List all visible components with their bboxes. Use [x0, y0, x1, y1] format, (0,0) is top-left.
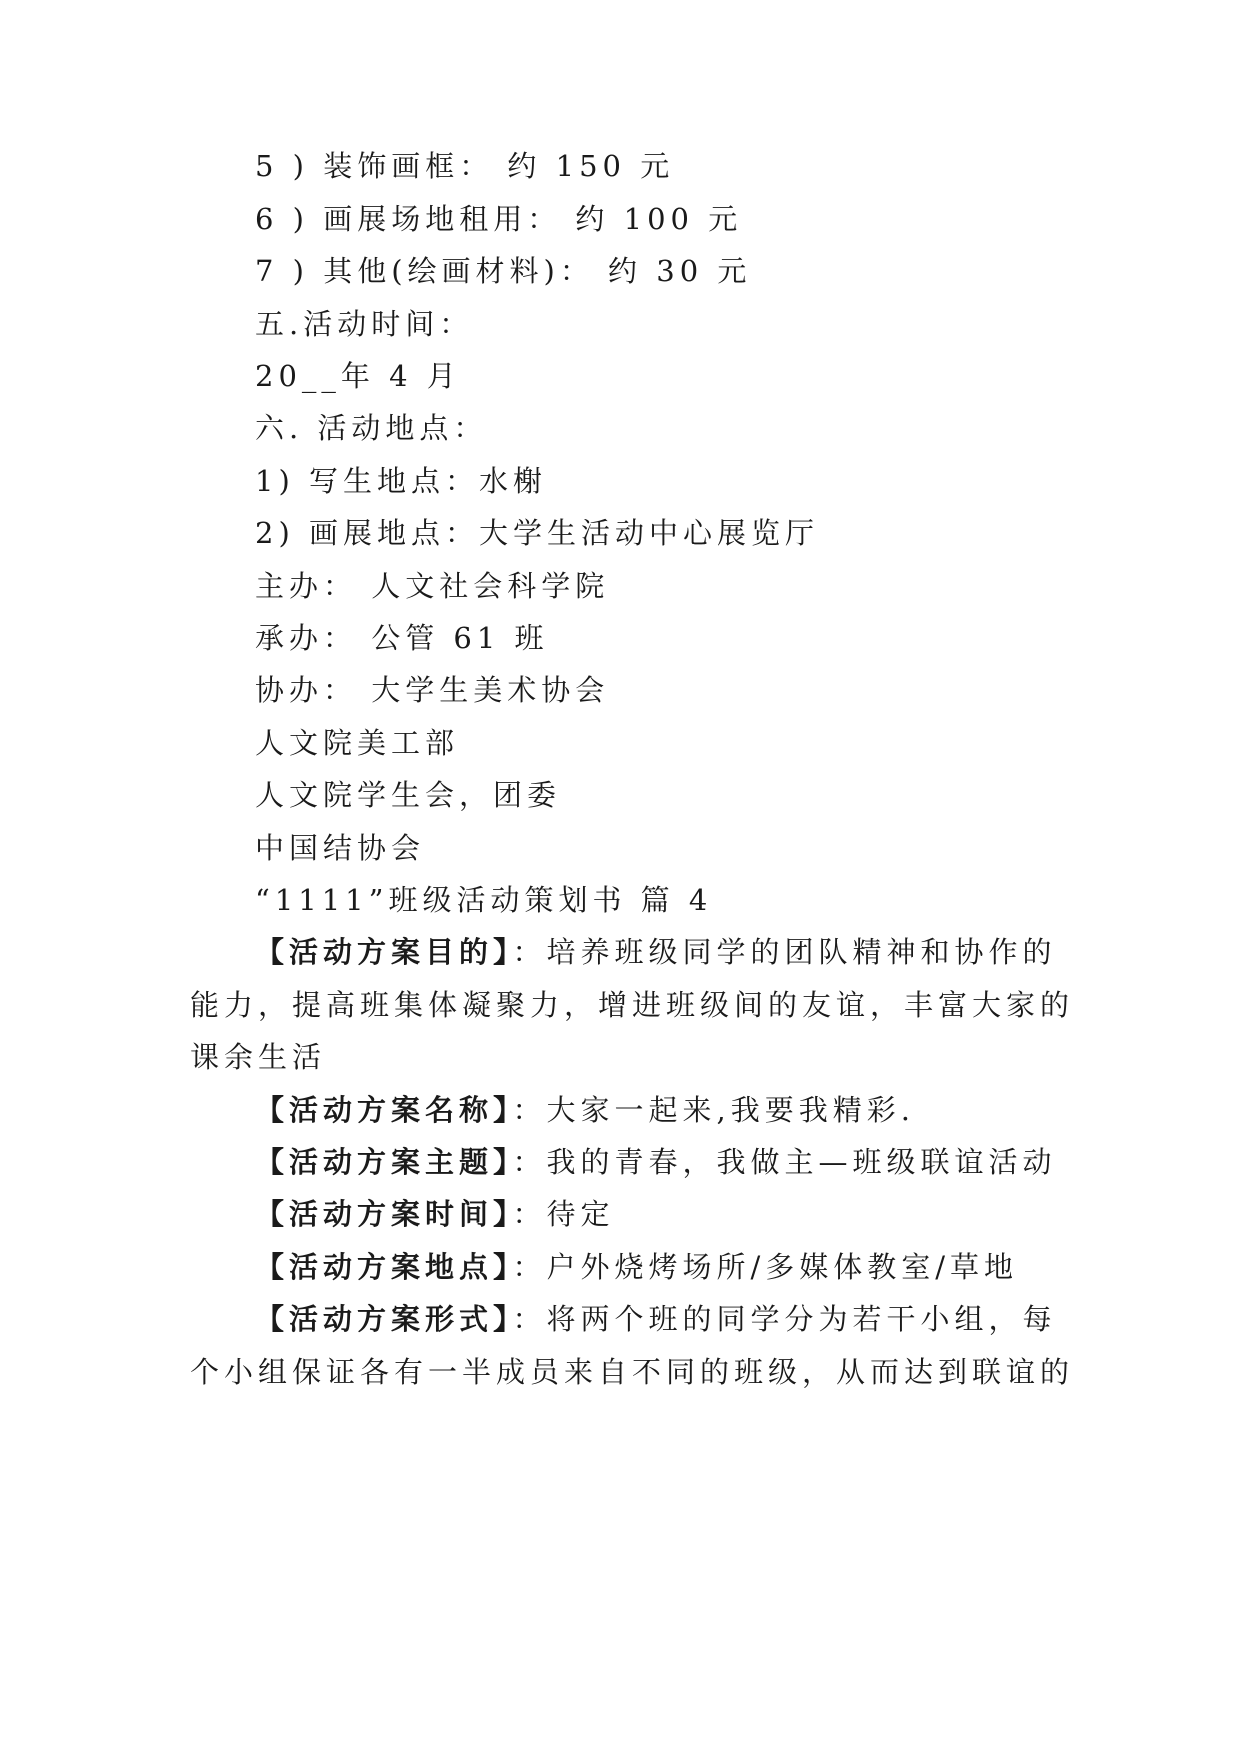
plan-time [255, 1194, 1241, 1234]
purpose-text-3: 课余生活 [190, 1040, 327, 1074]
plan-theme-label: 【活动方案主题】 [255, 1145, 513, 1179]
co-organizer-2: 人文院美工部 [255, 726, 460, 760]
co-organizer: 协办： 大学生美术协会 [255, 673, 610, 707]
purpose-text-2: 能力，提高班集体凝聚力，增进班级间的友谊，丰富大家的 [190, 988, 1075, 1022]
co-organizer-4: 中国结协会 [255, 831, 426, 865]
plan-name-text: ：大家一起来,我要我精彩. [512, 1093, 915, 1127]
budget-item-5: 5 ) 装饰画框： 约 150 元 [255, 149, 675, 183]
purpose-label: 【活动方案目的】 [255, 935, 513, 969]
purpose-paragraph-line-1 [255, 932, 1241, 972]
co-organizer-3: 人文院学生会，团委 [255, 778, 562, 812]
plan-time-text: ：待定 [512, 1197, 615, 1231]
budget-item-6: 6 ) 画展场地租用： 约 100 元 [255, 202, 743, 236]
plan-form-label: 【活动方案形式】 [255, 1302, 513, 1336]
plan-place [255, 1247, 1241, 1287]
organizer: 主办： 人文社会科学院 [255, 569, 610, 603]
plan-name [255, 1090, 1241, 1130]
purpose-text-1: ：培养班级同学的团队精神和协作的 [512, 935, 1057, 969]
plan-form-text-2: 个小组保证各有一半成员来自不同的班级，从而达到联谊的 [190, 1355, 1075, 1389]
plan-time-label: 【活动方案时间】 [255, 1197, 513, 1231]
plan-place-text: ：户外烧烤场所/多媒体教室/草地 [512, 1250, 1019, 1284]
plan-theme-text: ：我的青春，我做主—班级联谊活动 [512, 1145, 1057, 1179]
plan-form [255, 1299, 1241, 1339]
activity-date: 20__年 4 月 [255, 359, 461, 393]
plan-name-label: 【活动方案名称】 [255, 1093, 513, 1127]
section-heading-location: 六. 活动地点： [255, 411, 488, 445]
budget-item-7: 7 ) 其他(绘画材料)： 约 30 元 [255, 254, 752, 288]
exhibition-location: 2) 画展地点：大学生活动中心展览厅 [255, 516, 819, 550]
plan-theme [255, 1142, 1241, 1182]
plan-form-text-1: ：将两个班的同学分为若干小组，每 [512, 1302, 1057, 1336]
section-title-plan-4: “1111”班级活动策划书 篇 4 [255, 883, 713, 917]
undertaker: 承办： 公管 61 班 [255, 621, 549, 655]
sketch-location: 1) 写生地点：水榭 [255, 464, 547, 498]
plan-place-label: 【活动方案地点】 [255, 1250, 513, 1284]
section-heading-time: 五.活动时间： [255, 307, 474, 341]
